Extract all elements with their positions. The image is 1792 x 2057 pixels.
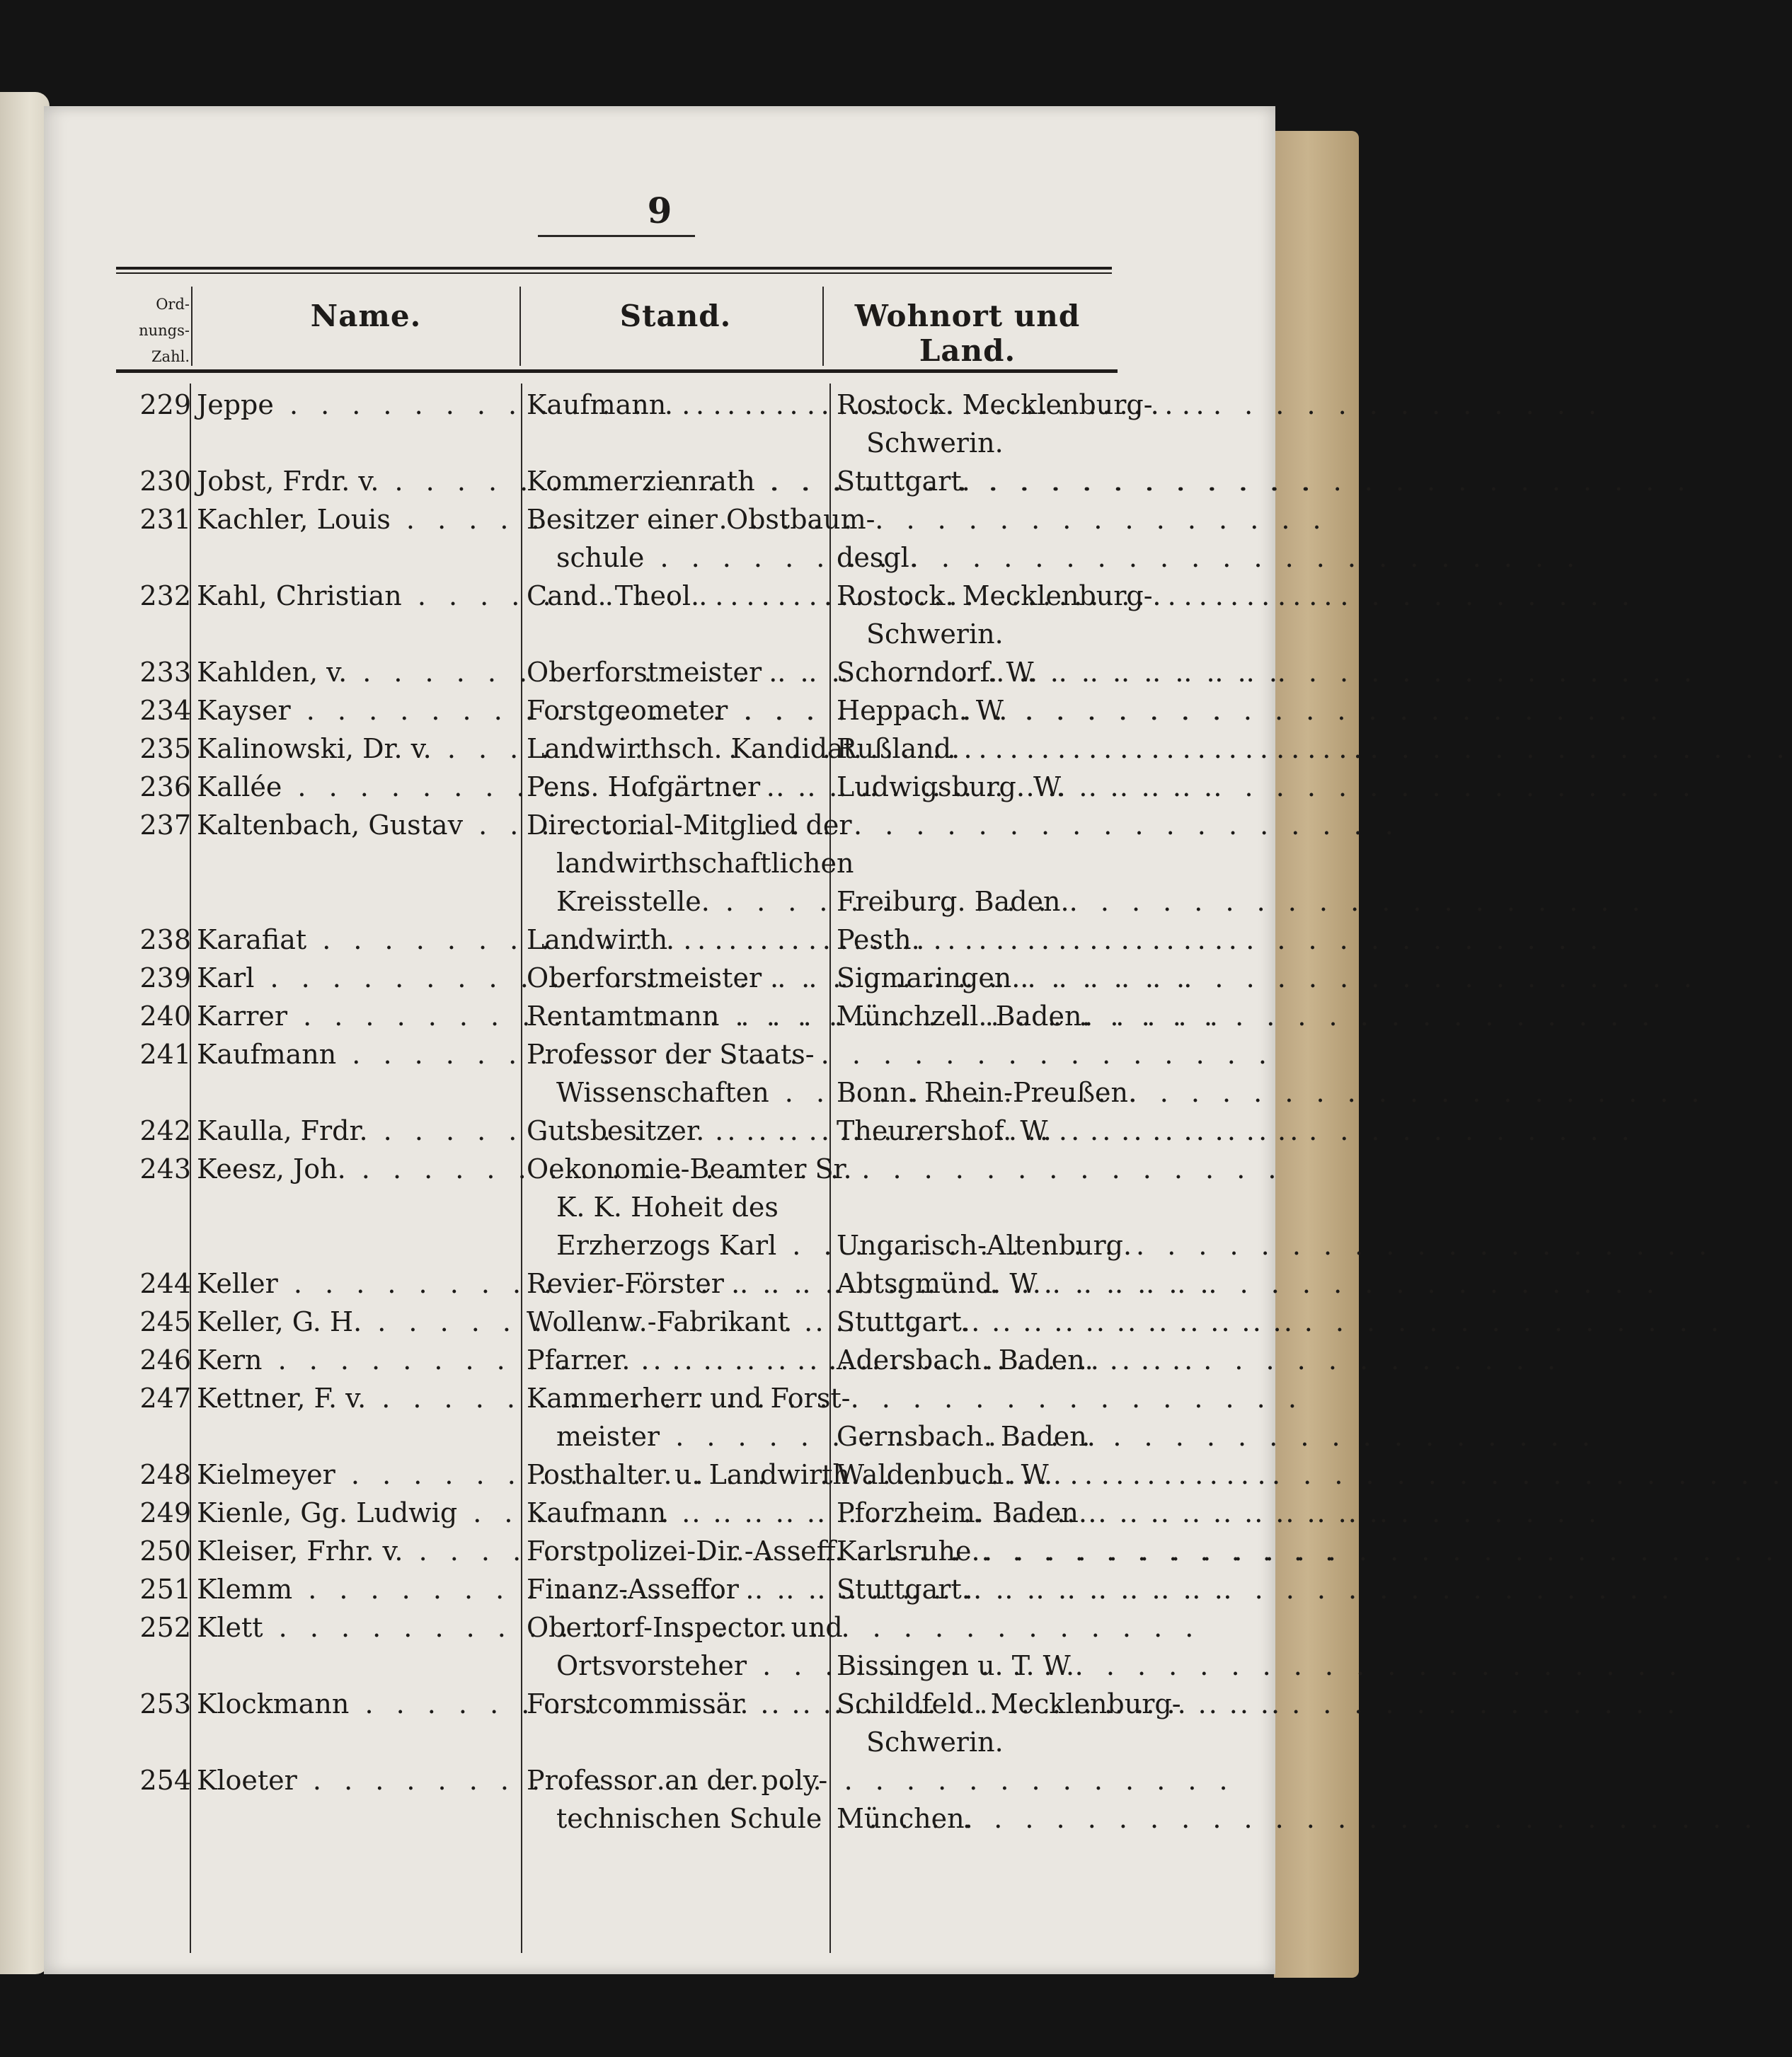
table-row [44,806,1275,921]
entry-name: Kayser . . . [193,691,517,730]
entry-stand-line: Finanz-Asseffor . . . [527,1570,831,1608]
entry-name: Kaltenbach, Gustav . . . [193,806,517,844]
entry-number: 230 [139,466,191,497]
entry-stand [522,1112,831,1150]
table-row [44,768,1275,806]
entry-wohnort-line: Abtsgmünd. W. [837,1268,1041,1299]
entry-wohnort-line: desgl. [837,542,918,573]
entry-stand-line: Revier-Förster . . . [527,1264,831,1303]
table-row [44,653,1275,691]
entry-stand [522,1341,831,1379]
entry-stand-line: Kommerzienrath . . . [527,462,831,500]
entry-number: 233 [139,657,191,688]
entry-stand [522,1303,831,1341]
entry-number: 239 [139,962,191,993]
table-row [44,1532,1275,1570]
entry-stand-line: Oberforstmeister . . . [527,653,831,691]
entry-stand [522,500,875,577]
entry-number: 253 [139,1688,191,1719]
entry-wohnort-line: München. [837,1803,973,1834]
entry-stand-line: Kaufmann . . . [527,1494,831,1532]
entry-number: 240 [139,1001,191,1032]
entry-wohnort-line: Heppach. W. [837,695,1008,726]
entry-wohnort [832,1685,1181,1761]
entry-stand-line: Landwirthsch. Kandidat . . . [527,730,831,768]
entry-wohnort-line: Rostock. Mecklenburg- [837,580,1153,611]
entry-stand [522,462,831,500]
entry-number: 238 [139,924,191,955]
entry-stand [522,1379,851,1456]
entry-wohnort [832,1570,1127,1608]
table-row [44,1379,1275,1456]
entry-number: 234 [139,695,191,726]
entry-stand [522,1035,831,1112]
entry-wohnort-line: Schwerin. [866,427,1004,459]
entry-stand-line: Gutsbesitzer . . . [527,1112,831,1150]
table-row [44,1112,1275,1150]
entry-wohnort [832,806,1127,921]
entry-stand-line: Wissenschaften . . . [527,1073,831,1112]
entry-name: Jeppe . . . [193,386,517,424]
entry-stand-line: meister . . . [527,1417,831,1456]
entry-wohnort [832,386,1153,462]
entry-wohnort [832,1264,1127,1303]
entry-stand [522,653,831,691]
table-row [44,1341,1275,1379]
entry-wohnort-line: Theurershof. W. [837,1115,1052,1146]
entry-wohnort-line: Ungarisch-Altenburg. [837,1230,1132,1261]
entry-number: 241 [139,1039,191,1070]
table-row [44,1035,1275,1112]
entry-wohnort-line: Schwerin. [866,1727,1004,1758]
table-row [44,462,1275,500]
entry-number: 235 [139,733,191,764]
table-row [44,1608,1275,1685]
entry-wohnort [832,1532,1127,1570]
entry-number: 251 [139,1574,191,1605]
table-row [44,921,1275,959]
entry-wohnort-line: Pforzheim. Baden. [837,1497,1087,1528]
entry-name: Kallée . . . [193,768,517,806]
entry-stand [522,1456,850,1494]
entry-stand-line: landwirthschaftlichen [556,848,854,879]
entry-number: 245 [139,1306,191,1337]
entry-name: Kleiser, Frhr. v. . . . [193,1532,517,1570]
entry-wohnort [832,462,1127,500]
entry-stand [522,768,831,806]
table-row [44,1494,1275,1532]
entry-wohnort [832,1494,1127,1532]
document-page [44,106,1275,1974]
entry-stand [522,1494,831,1532]
entry-stand-line: Ortsvorsteher . . . [527,1647,831,1685]
table-row [44,577,1275,653]
entry-stand-line: Landwirth . . . [527,921,831,959]
entry-wohnort [832,1456,1127,1494]
table-row [44,1685,1275,1761]
entry-stand-line: Kreisstelle. . . . [527,882,831,921]
entry-wohnort-line: Schwerin. [866,618,1004,650]
entry-wohnort-line [837,500,1127,538]
entry-stand-line: Oekonomie-Beamter Sr. [527,1153,852,1185]
entry-stand [522,806,854,921]
entry-stand [522,691,831,730]
entry-wohnort [832,653,1127,691]
entry-wohnort [832,1150,1132,1264]
table-row [44,959,1275,997]
entry-wohnort [832,691,1127,730]
entry-wohnort-line: Freiburg. Baden. [837,886,1069,917]
entry-stand-line: Professor der Staats- [527,1039,815,1070]
entry-name: Kalinowski, Dr. v. . . . [193,730,517,768]
entry-name: Kettner, F. v. . . . [193,1379,517,1417]
entry-wohnort-line: Adersbach. Baden. [837,1344,1093,1376]
entry-name: Kahlden, v. . . . [193,653,517,691]
entry-stand [522,1685,831,1723]
entry-stand-line: schule . . . [527,538,831,577]
entry-number: 244 [139,1268,191,1299]
entry-stand-line: Directorial-Mitglied der [527,809,852,841]
entry-name: Jobst, Frdr. v. . . . [193,462,517,500]
entry-name: Klockmann . . . [193,1685,517,1723]
entry-stand-line: Kammerherr und Forst- [527,1383,851,1414]
entry-wohnort-line: Pesth. [837,924,920,955]
entry-name: Kachler, Louis . . . [193,500,517,538]
entry-wohnort [832,959,1127,997]
entry-stand-line: K. K. Hoheit des [556,1192,779,1223]
table-row [44,1570,1275,1608]
entry-number: 247 [139,1383,191,1414]
entry-name: Keesz, Joh. . . . [193,1150,517,1188]
entry-wohnort [832,500,1127,577]
entry-number: 242 [139,1115,191,1146]
table-row [44,997,1275,1035]
entry-stand [522,1150,852,1264]
entry-wohnort [832,1035,1137,1112]
page-number: 9 [647,190,672,231]
entry-name: Kloeter . . . [193,1761,517,1799]
entry-wohnort-line: Bissingen u. T. W. [837,1650,1075,1681]
entry-wohnort-line: Sigmaringen. [837,962,1021,993]
entry-wohnort-line [837,844,1127,882]
table-row [44,1456,1275,1494]
entry-wohnort-line: Rostock. Mecklenburg- [837,389,1153,420]
entry-wohnort-line: Ludwigsburg. W. [837,771,1065,802]
entry-stand [522,1570,831,1608]
entry-stand-line: technischen Schule . . . [527,1799,831,1838]
entry-wohnort-line [837,1379,1127,1417]
book-left-edge [0,92,50,1974]
table-row [44,386,1275,462]
entry-name: Kielmeyer . . . [193,1456,517,1494]
entry-stand [522,1761,831,1838]
entry-wohnort [832,1608,1127,1685]
entry-wohnort-line: Bonn. Rhein-Preußen. [837,1077,1137,1108]
entry-number: 229 [139,389,191,420]
entry-stand-line: Forstcommissär . . . [527,1685,831,1723]
entry-stand-line: Wollenw.-Fabrikant . . . [527,1303,831,1341]
entry-stand-line: Posthalter u. Landwirth . . . [527,1456,831,1494]
entry-number: 237 [139,809,191,841]
entry-stand-line: Oberforstmeister . . . [527,959,831,997]
entry-wohnort-line [837,806,1127,844]
entry-number: 232 [139,580,191,611]
header-name: Name. [310,299,422,333]
entry-name: Karrer . . . [193,997,517,1035]
entry-name: Keller . . . [193,1264,517,1303]
entry-wohnort-line: Stuttgart. [837,1574,970,1605]
entry-stand-line: Obertorf-Inspector und [527,1612,843,1643]
entry-name: Klemm . . . [193,1570,517,1608]
entry-number: 249 [139,1497,191,1528]
entry-stand-line: Professor an der poly- [527,1765,828,1796]
entry-wohnort-line: Rußland. [837,733,960,764]
entry-stand-line: Rentamtmann . . . [527,997,831,1035]
entry-name: Klett . . . [193,1608,517,1647]
entry-stand-line: Kaufmann . . . [527,386,831,424]
entry-name: Kaufmann . . . [193,1035,517,1073]
entry-stand [522,1532,844,1570]
entry-wohnort-line: Münchzell. Baden. [837,1001,1091,1032]
entry-stand [522,921,831,959]
entry-name: Kern . . . [193,1341,517,1379]
entry-wohnort [832,730,1127,768]
entry-wohnort [832,1341,1127,1379]
entry-stand [522,1264,831,1303]
entry-stand [522,997,831,1035]
entry-name: Kaulla, Frdr. . . . [193,1112,517,1150]
entry-stand-line: Forstgeometer . . . [527,691,831,730]
entry-name: Kahl, Christian . . . [193,577,517,615]
table-row [44,1150,1275,1264]
table-row [44,730,1275,768]
entry-wohnort-line [837,1608,1127,1647]
table-row [44,500,1275,577]
entry-wohnort-line [837,1761,1127,1799]
entry-number: 246 [139,1344,191,1376]
entry-wohnort-line: Schildfeld. Mecklenburg- [837,1688,1181,1719]
entry-wohnort-line [837,1188,1127,1226]
entry-stand-line: Besitzer einer Obstbaum- [527,504,875,535]
table-row [44,691,1275,730]
table-row [44,1264,1275,1303]
entry-wohnort-line: Stuttgart. [837,1306,970,1337]
entry-wohnort [832,1112,1127,1150]
entry-number: 254 [139,1765,191,1796]
entry-name: Karafiat . . . [193,921,517,959]
entry-wohnort [832,1303,1127,1341]
entry-wohnort-line [837,1035,1127,1073]
entry-name: Keller, G. H. . . . [193,1303,517,1341]
entry-stand-line: Erzherzogs Karl . . . [527,1226,831,1264]
entry-wohnort-line: Waldenbuch. W. [837,1459,1053,1490]
table-row [44,1761,1275,1838]
header-stand: Stand. [619,299,732,333]
entry-number: 243 [139,1153,191,1185]
table-row [44,1303,1275,1341]
entry-wohnort-line: Karlsruhe. [837,1535,980,1567]
entry-number: 231 [139,504,191,535]
entry-stand [522,386,831,424]
entry-wohnort [832,768,1127,806]
entry-wohnort-line: Gernsbach. Baden. [837,1421,1096,1452]
entry-stand [522,1608,843,1685]
entry-wohnort [832,921,1127,959]
entry-stand [522,730,854,768]
entry-stand-line: Pens. Hofgärtner . . . [527,768,831,806]
entry-wohnort [832,997,1127,1035]
entry-wohnort-line: Schorndorf. W. [837,657,1038,688]
entry-wohnort-line: Stuttgart. [837,466,970,497]
entry-stand [522,959,831,997]
entry-wohnort [832,577,1153,653]
entry-wohnort [832,1379,1127,1456]
entry-stand [522,577,831,615]
entry-stand-line: Pfarrer . . . [527,1341,831,1379]
entry-name: Karl . . . [193,959,517,997]
entry-number: 236 [139,771,191,802]
entry-stand-line: Forstpolizei-Dir.-Asseff. . . . [527,1532,831,1570]
entry-number: 248 [139,1459,191,1490]
entry-number: 250 [139,1535,191,1567]
register-table [44,106,1275,1974]
header-ordnungszahl: Ord- nungs- Zahl. [139,296,190,365]
entry-name: Kienle, Gg. Ludwig . . . [193,1494,517,1532]
header-wohnort: Wohnort und Land. [854,299,1081,368]
entry-number: 252 [139,1612,191,1643]
entry-wohnort [832,1761,1127,1838]
entry-wohnort-line [837,1150,1127,1188]
entry-stand-line: Cand. Theol. . . . [527,577,831,615]
